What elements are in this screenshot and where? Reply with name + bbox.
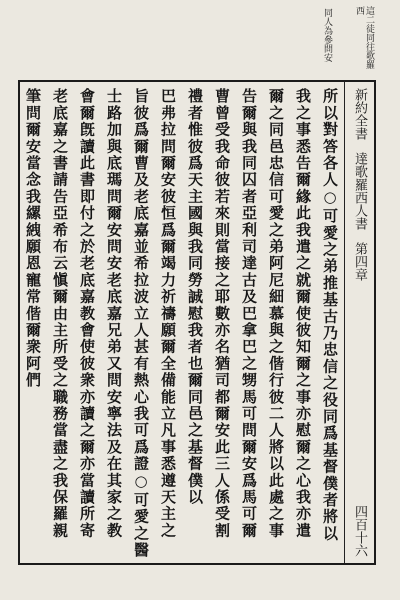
text-column: 士路加與底瑪問爾安問安老底嘉兄弟又問安寧法及在其家之教 (105, 88, 123, 539)
text-body (18, 82, 344, 563)
text-column: 所以對答各人○可愛之弟推基古乃忠信之役同爲基督僕者將以 (321, 88, 339, 542)
text-column: 旨彼爲爾曹及老底嘉並希拉波立人甚有熱心我可爲證○可愛之醫 (132, 88, 150, 559)
margin-note-top: 這二徒同往歌羅西 (354, 6, 374, 69)
text-frame (18, 80, 376, 565)
header-title-block (350, 88, 368, 281)
running-header (344, 82, 374, 563)
book-title: 新約全書 (352, 88, 367, 140)
text-column: 我之事悉告爾緣此我遣之就爾使彼知爾之事亦慰爾之心我亦遣 (294, 88, 312, 539)
margin-note-bottom: 同人為參問安 (322, 8, 332, 62)
text-column: 會爾旣讀此書即付之於老底嘉教會使彼衆亦讀之爾亦當讀所寄 (78, 88, 96, 539)
text-column: 曹曾受我命彼若來則當接之耶數亦名猶司都爾安此三人係受割 (213, 88, 231, 539)
page-number: 四百十六 (352, 505, 367, 557)
text-column: 告爾與我同囚者亞利司達古及巴拿巴之甥馬可問爾安爲馬可爾 (240, 88, 258, 539)
text-column: 爾之同邑忠信可愛之弟阿尼細慕與之偕行彼二人將以此處之事 (267, 88, 285, 539)
text-column: 老底嘉之書請告亞希布云愼爾由主所受之職務當盡之我保羅親 (51, 88, 69, 539)
epistle-title: 達歌羅西人書 (352, 152, 367, 230)
text-column: 禮者惟彼爲天主國與我同勞誠慰我者也爾同邑之基督僕以 (186, 88, 204, 506)
text-column: 筆問爾安當念我縲絏願恩寵常偕爾衆阿們 (24, 88, 42, 389)
text-column: 巴弗拉問爾安彼恒爲爾竭力祈禱願爾全備能立凡事悉遵天主之 (159, 88, 177, 539)
chapter-label: 第四章 (352, 242, 367, 281)
